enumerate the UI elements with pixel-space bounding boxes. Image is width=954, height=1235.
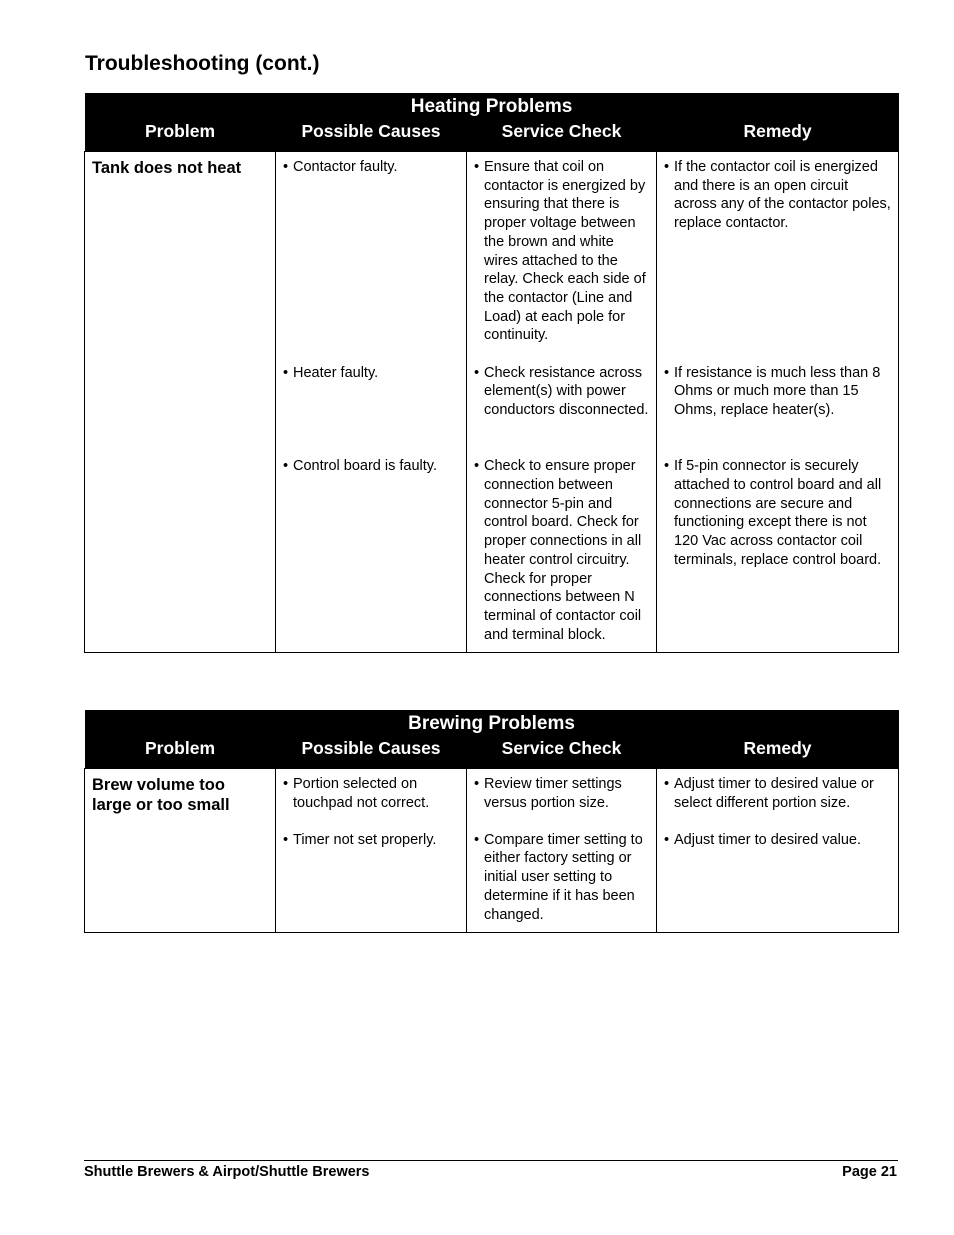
list-item: • If 5-pin connector is securely attached to control board and all connections are secure and functioning except there is not 120 Vac across contactor coil terminals, replace control board. <box>664 458 882 568</box>
list-item: • Check to ensure proper connection between connector 5-pin and control board. Check for proper connections in all heater control circuitry. Check for proper connections between N terminal of contactor coil and terminal block. <box>474 458 642 643</box>
list-item: • Contactor faulty. <box>283 159 398 175</box>
list-item: • Compare timer setting to either factory setting or initial user setting to determine if it has been changed. <box>474 831 643 923</box>
remedy-cell <box>657 152 899 653</box>
column-header-causes: Possible Causes <box>276 119 467 152</box>
column-header-problem: Problem <box>85 736 276 769</box>
column-header-service-check: Service Check <box>467 736 657 769</box>
problem-cell: Brew volume too large or too small <box>85 769 276 933</box>
table-title: Heating Problems <box>85 93 899 119</box>
footer-divider <box>84 1160 898 1161</box>
column-header-remedy: Remedy <box>657 736 899 769</box>
service-check-cell <box>467 769 657 933</box>
table-title: Brewing Problems <box>85 710 899 736</box>
causes-cell <box>276 769 467 933</box>
causes-cell <box>276 152 467 653</box>
page-title: Troubleshooting (cont.) <box>85 52 320 75</box>
list-item: • If the contactor coil is energized and there is an open circuit across any of the contactor poles, replace contactor. <box>664 159 891 232</box>
problem-cell: Tank does not heat <box>85 152 276 653</box>
column-header-causes: Possible Causes <box>276 736 467 769</box>
list-item: • Adjust timer to desired value. <box>664 831 861 848</box>
heating-problems-table <box>84 93 899 653</box>
list-item: • Ensure that coil on contactor is energized by ensuring that there is proper voltage between the brown and white wires attached to the relay. Check each side of the contactor (Line and Load) at each pole for continuity. <box>474 159 646 344</box>
list-item: • If resistance is much less than 8 Ohms or much more than 15 Ohms, replace heater(s). <box>664 364 881 419</box>
list-item: • Portion selected on touchpad not correct. <box>283 776 430 811</box>
column-header-remedy: Remedy <box>657 119 899 152</box>
table-row <box>85 769 899 933</box>
brewing-problems-table <box>84 710 899 933</box>
list-item: • Adjust timer to desired value or select different portion size. <box>664 776 874 811</box>
table-row <box>85 152 899 653</box>
list-item: • Check resistance across element(s) with power conductors disconnected. <box>474 364 649 419</box>
column-header-problem: Problem <box>85 119 276 152</box>
remedy-cell <box>657 769 899 933</box>
column-header-service-check: Service Check <box>467 119 657 152</box>
footer-title: Shuttle Brewers & Airpot/Shuttle Brewers <box>84 1164 370 1180</box>
list-item: • Control board is faulty. <box>283 458 437 475</box>
list-item: • Review timer settings versus portion size. <box>474 776 622 811</box>
list-item: • Heater faulty. <box>283 364 379 381</box>
service-check-cell <box>467 152 657 653</box>
page-number: Page 21 <box>842 1164 897 1180</box>
list-item: • Timer not set properly. <box>283 831 437 848</box>
